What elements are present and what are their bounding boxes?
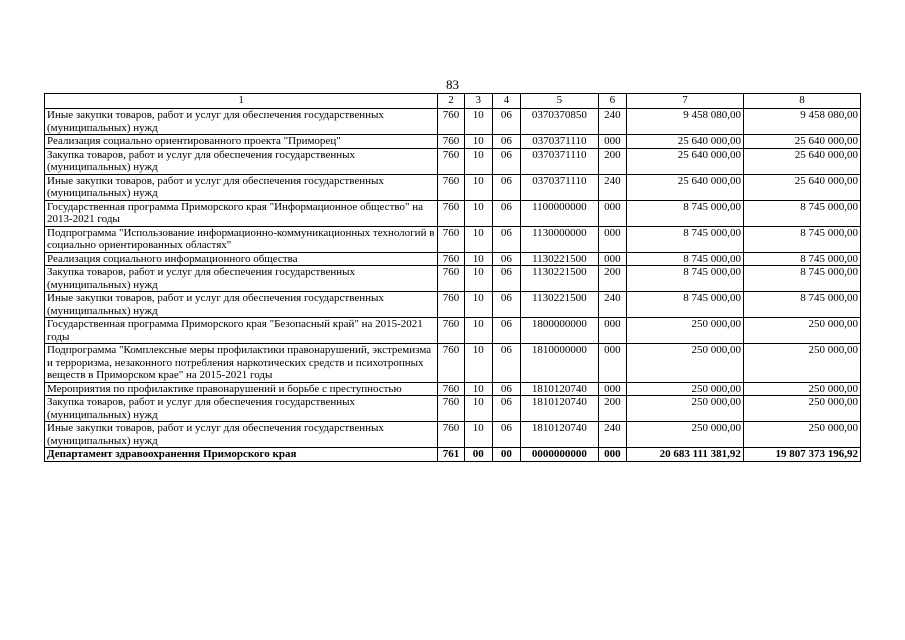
- code-cell: 760: [438, 266, 464, 292]
- amount-cell: 8 745 000,00: [626, 266, 743, 292]
- code-cell: 760: [438, 252, 464, 266]
- amount-cell: 25 640 000,00: [626, 148, 743, 174]
- subsection-cell: 06: [492, 422, 520, 448]
- subsection-cell: 06: [492, 266, 520, 292]
- amount-cell: 8 745 000,00: [626, 252, 743, 266]
- expense-type-cell: 200: [598, 396, 626, 422]
- expense-type-cell: 000: [598, 448, 626, 462]
- subsection-cell: 06: [492, 396, 520, 422]
- column-header: 6: [598, 94, 626, 109]
- amount-cell: 250 000,00: [626, 318, 743, 344]
- expense-type-cell: 240: [598, 174, 626, 200]
- amount-cell: 250 000,00: [626, 382, 743, 396]
- subsection-cell: 06: [492, 292, 520, 318]
- expense-type-cell: 000: [598, 382, 626, 396]
- row-name-cell: Иные закупки товаров, работ и услуг для обеспечения государственных (муниципальных) нужд: [45, 422, 438, 448]
- code-cell: 760: [438, 135, 464, 149]
- amount-cell: 8 745 000,00: [626, 226, 743, 252]
- column-header: 1: [45, 94, 438, 109]
- target-article-cell: 1130000000: [521, 226, 599, 252]
- subsection-cell: 06: [492, 148, 520, 174]
- section-cell: 10: [464, 252, 492, 266]
- code-cell: 760: [438, 200, 464, 226]
- section-cell: 10: [464, 422, 492, 448]
- table-row: [45, 318, 861, 344]
- table-row: [45, 174, 861, 200]
- expense-type-cell: 200: [598, 266, 626, 292]
- target-article-cell: 1810120740: [521, 422, 599, 448]
- subsection-cell: 06: [492, 174, 520, 200]
- target-article-cell: 1130221500: [521, 292, 599, 318]
- code-cell: 761: [438, 448, 464, 462]
- section-cell: 10: [464, 148, 492, 174]
- row-name-cell: Департамент здравоохранения Приморского края: [45, 448, 438, 462]
- table-header-row: [45, 94, 861, 109]
- column-header: 5: [521, 94, 599, 109]
- expense-type-cell: 240: [598, 109, 626, 135]
- target-article-cell: 0000000000: [521, 448, 599, 462]
- code-cell: 760: [438, 226, 464, 252]
- row-name-cell: Государственная программа Приморского края "Информационное общество" на 2013-2021 годы: [45, 200, 438, 226]
- section-cell: 10: [464, 396, 492, 422]
- amount-cell: 250 000,00: [626, 344, 743, 383]
- row-name-cell: Реализация социального информационного общества: [45, 252, 438, 266]
- section-cell: 10: [464, 109, 492, 135]
- column-header: 7: [626, 94, 743, 109]
- target-article-cell: 1800000000: [521, 318, 599, 344]
- page-number: 83: [446, 77, 459, 92]
- target-article-cell: 1810000000: [521, 344, 599, 383]
- section-cell: 10: [464, 318, 492, 344]
- column-header: 3: [464, 94, 492, 109]
- target-article-cell: 0370371110: [521, 135, 599, 149]
- section-cell: 10: [464, 292, 492, 318]
- row-name-cell: Государственная программа Приморского края "Безопасный край" на 2015-2021 годы: [45, 318, 438, 344]
- row-name-cell: Закупка товаров, работ и услуг для обеспечения государственных (муниципальных) нужд: [45, 266, 438, 292]
- expense-type-cell: 240: [598, 422, 626, 448]
- amount-cell: 8 745 000,00: [743, 226, 860, 252]
- expense-type-cell: 000: [598, 344, 626, 383]
- subsection-cell: 06: [492, 226, 520, 252]
- amount-cell: 20 683 111 381,92: [626, 448, 743, 462]
- amount-cell: 9 458 080,00: [626, 109, 743, 135]
- section-cell: 10: [464, 174, 492, 200]
- expense-type-cell: 240: [598, 292, 626, 318]
- column-header: 4: [492, 94, 520, 109]
- row-name-cell: Подпрограмма "Комплексные меры профилактики правонарушений, экстремизма и терроризма, незаконного потребления наркотических средств и психотропных веществ в Приморском крае" на 2015-2021 годы: [45, 344, 438, 383]
- amount-cell: 25 640 000,00: [626, 174, 743, 200]
- amount-cell: 8 745 000,00: [743, 252, 860, 266]
- code-cell: 760: [438, 109, 464, 135]
- table-row: [45, 344, 861, 383]
- row-name-cell: Закупка товаров, работ и услуг для обеспечения государственных (муниципальных) нужд: [45, 148, 438, 174]
- budget-table: [44, 93, 861, 462]
- target-article-cell: 1130221500: [521, 266, 599, 292]
- amount-cell: 25 640 000,00: [743, 135, 860, 149]
- target-article-cell: 0370371110: [521, 148, 599, 174]
- table-row: [45, 292, 861, 318]
- target-article-cell: 1810120740: [521, 396, 599, 422]
- code-cell: 760: [438, 382, 464, 396]
- column-header: 8: [743, 94, 860, 109]
- table-row: [45, 109, 861, 135]
- expense-type-cell: 000: [598, 226, 626, 252]
- amount-cell: 9 458 080,00: [743, 109, 860, 135]
- table-row: [45, 226, 861, 252]
- amount-cell: 8 745 000,00: [626, 200, 743, 226]
- table-row: [45, 135, 861, 149]
- table-row: [45, 382, 861, 396]
- row-name-cell: Подпрограмма "Использование информационно-коммуникационных технологий в социально ориентированных областях": [45, 226, 438, 252]
- target-article-cell: 1100000000: [521, 200, 599, 226]
- table-row: [45, 252, 861, 266]
- code-cell: 760: [438, 292, 464, 318]
- section-cell: 10: [464, 135, 492, 149]
- amount-cell: 25 640 000,00: [743, 148, 860, 174]
- amount-cell: 25 640 000,00: [626, 135, 743, 149]
- section-cell: 10: [464, 266, 492, 292]
- section-cell: 10: [464, 344, 492, 383]
- amount-cell: 250 000,00: [743, 318, 860, 344]
- target-article-cell: 1810120740: [521, 382, 599, 396]
- subsection-cell: 06: [492, 382, 520, 396]
- code-cell: 760: [438, 174, 464, 200]
- row-name-cell: Иные закупки товаров, работ и услуг для обеспечения государственных (муниципальных) нужд: [45, 292, 438, 318]
- section-cell: 10: [464, 226, 492, 252]
- subsection-cell: 06: [492, 200, 520, 226]
- section-cell: 10: [464, 382, 492, 396]
- amount-cell: 250 000,00: [626, 396, 743, 422]
- row-name-cell: Иные закупки товаров, работ и услуг для обеспечения государственных (муниципальных) нужд: [45, 109, 438, 135]
- subsection-cell: 06: [492, 318, 520, 344]
- section-cell: 00: [464, 448, 492, 462]
- column-header: 2: [438, 94, 464, 109]
- code-cell: 760: [438, 148, 464, 174]
- amount-cell: 250 000,00: [743, 344, 860, 383]
- subsection-cell: 06: [492, 252, 520, 266]
- amount-cell: 25 640 000,00: [743, 174, 860, 200]
- table-row: [45, 148, 861, 174]
- section-cell: 10: [464, 200, 492, 226]
- table-row-department: [45, 448, 861, 462]
- amount-cell: 8 745 000,00: [743, 200, 860, 226]
- target-article-cell: 1130221500: [521, 252, 599, 266]
- amount-cell: 8 745 000,00: [626, 292, 743, 318]
- subsection-cell: 00: [492, 448, 520, 462]
- expense-type-cell: 000: [598, 318, 626, 344]
- amount-cell: 250 000,00: [626, 422, 743, 448]
- expense-type-cell: 000: [598, 135, 626, 149]
- code-cell: 760: [438, 344, 464, 383]
- row-name-cell: Иные закупки товаров, работ и услуг для обеспечения государственных (муниципальных) нужд: [45, 174, 438, 200]
- table-row: [45, 422, 861, 448]
- target-article-cell: 0370370850: [521, 109, 599, 135]
- table-row: [45, 396, 861, 422]
- code-cell: 760: [438, 396, 464, 422]
- code-cell: 760: [438, 422, 464, 448]
- table-row: [45, 200, 861, 226]
- target-article-cell: 0370371110: [521, 174, 599, 200]
- amount-cell: 8 745 000,00: [743, 266, 860, 292]
- amount-cell: 250 000,00: [743, 396, 860, 422]
- code-cell: 760: [438, 318, 464, 344]
- subsection-cell: 06: [492, 109, 520, 135]
- table-row: [45, 266, 861, 292]
- amount-cell: 250 000,00: [743, 382, 860, 396]
- amount-cell: 8 745 000,00: [743, 292, 860, 318]
- expense-type-cell: 200: [598, 148, 626, 174]
- subsection-cell: 06: [492, 344, 520, 383]
- expense-type-cell: 000: [598, 252, 626, 266]
- expense-type-cell: 000: [598, 200, 626, 226]
- amount-cell: 19 807 373 196,92: [743, 448, 860, 462]
- row-name-cell: Мероприятия по профилактике правонарушений и борьбе с преступностью: [45, 382, 438, 396]
- row-name-cell: Закупка товаров, работ и услуг для обеспечения государственных (муниципальных) нужд: [45, 396, 438, 422]
- row-name-cell: Реализация социально ориентированного проекта "Приморец": [45, 135, 438, 149]
- subsection-cell: 06: [492, 135, 520, 149]
- amount-cell: 250 000,00: [743, 422, 860, 448]
